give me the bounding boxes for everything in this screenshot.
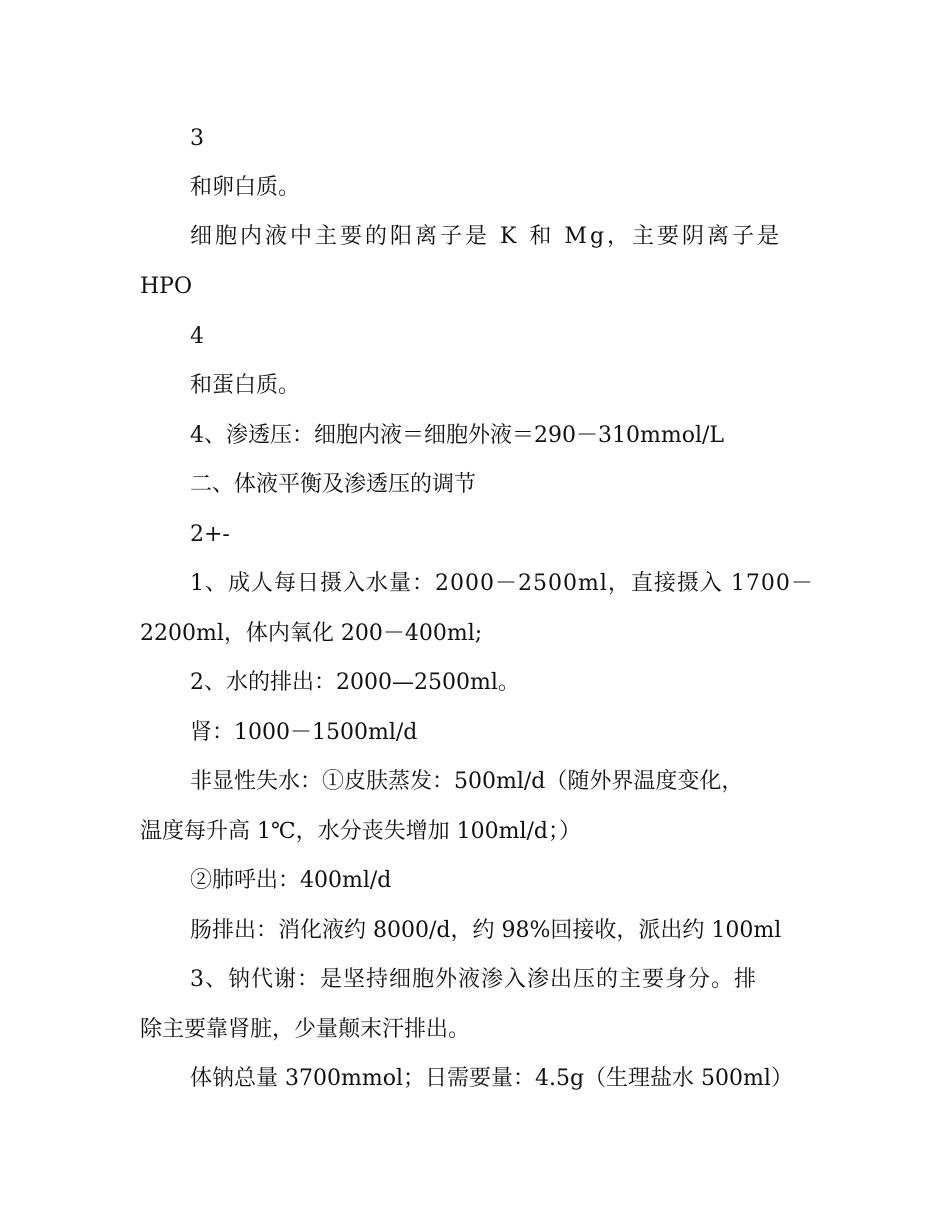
text-line: 2200ml，体内氧化 200－400ml; [140,621,483,646]
text-line: 非显性失水：①皮肤蒸发：500ml/d（随外界温度变化， [190,769,744,794]
text-line: 2、水的排出：2000—2500ml。 [190,670,520,695]
text-line: 4 [190,324,204,349]
text-line: 温度每升高 1℃，水分丧失增加 100ml/d；） [140,819,581,844]
text-line: 细胞内液中主要的阳离子是 K 和 Mg，主要阴离子是 [190,224,783,249]
text-line: 除主要靠肾脏，少量颠末汗排出。 [140,1017,471,1042]
text-line: 和卵白质。 [190,175,301,200]
text-line: 3、钠代谢：是坚持细胞外液渗入渗出压的主要身分。排 [190,967,757,992]
text-line: 和蛋白质。 [190,373,301,398]
section-heading: 二、体液平衡及渗透压的调节 [190,472,477,497]
text-line: 2+- [190,522,230,547]
text-line: 1、成人每日摄入水量：2000－2500ml，直接摄入 1700－ [190,571,814,596]
text-line: 4、渗透压：细胞内液＝细胞外液＝290－310mmol/L [190,423,725,448]
text-line: 3 [190,126,204,151]
text-line: 肾：1000－1500ml/d [190,720,418,745]
text-line: HPO [140,274,193,299]
text-line: ②肺呼出：400ml/d [190,868,392,893]
text-line: 肠排出：消化液约 8000/d，约 98%回接收，派出约 100ml [190,918,782,943]
text-line: 体钠总量 3700mmol；日需要量：4.5g（生理盐水 500ml） [190,1066,793,1091]
